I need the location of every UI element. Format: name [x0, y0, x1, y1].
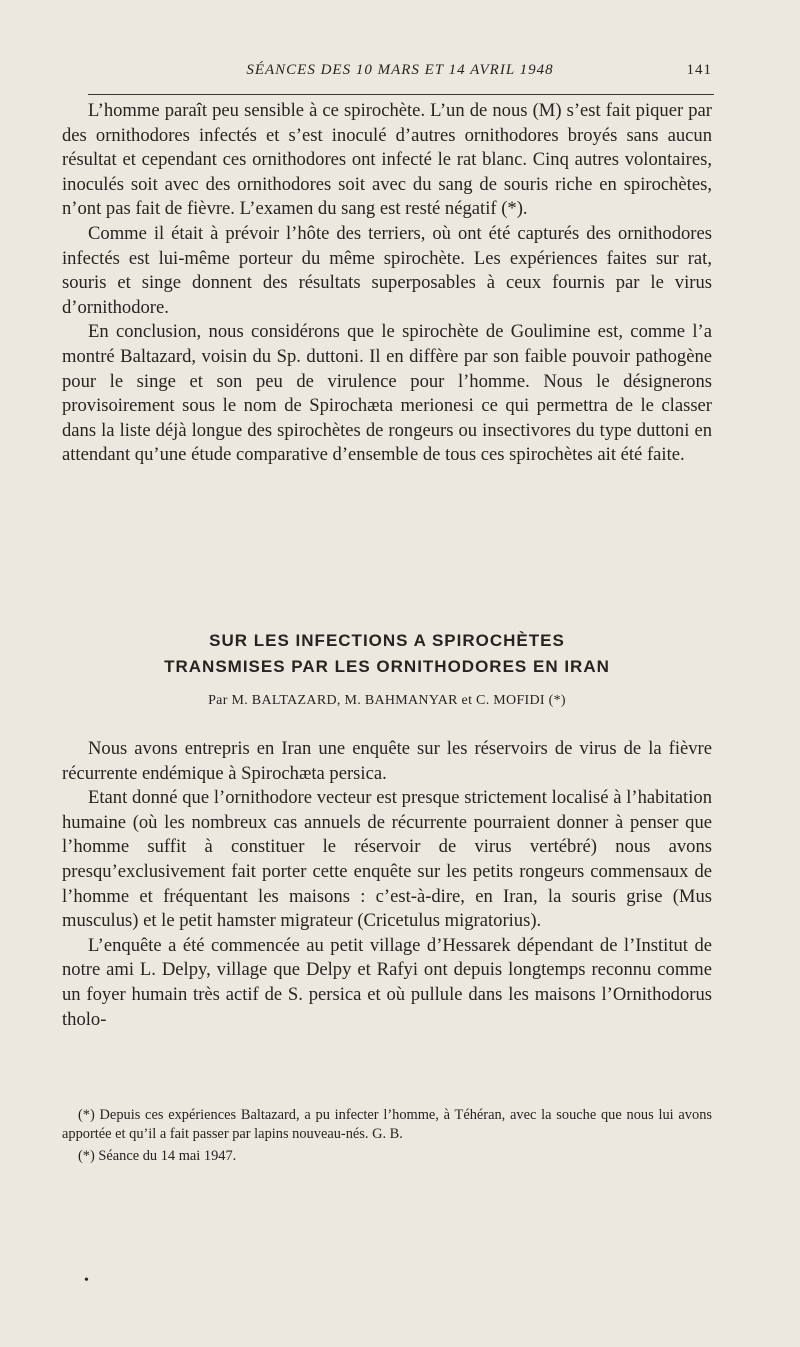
- page-number: 141: [686, 62, 712, 78]
- running-head-title: SÉANCES DES 10 MARS ET 14 AVRIL 1948: [246, 62, 554, 78]
- paragraph: Nous avons entrepris en Iran une enquête sur les réservoirs de virus de la fièvre récurrente endémique à Spirochæta persica.: [62, 738, 712, 784]
- article-body: [62, 737, 712, 1032]
- footnote: (*) Séance du 14 mai 1947.: [78, 1148, 237, 1164]
- footnote: (*) Depuis ces expériences Baltazard, a pu infecter l’homme, à Téhéran, avec la souche que nous lui avons apportée et qu’il a fait passer par lapins nouveau-nés. G. B.: [62, 1107, 712, 1142]
- article-continuation: [62, 99, 712, 468]
- stray-mark: •: [84, 1273, 89, 1288]
- paragraph: L’homme paraît peu sensible à ce spirochète. L’un de nous (M) s’est fait piquer par des ornithodores infectés et s’est inoculé d’autres ornithodores broyés sans aucun résultat et cependant ces ornithodores ont infecté le rat blanc. Cinq autres volontaires, inoculés soit avec des ornithodores soit avec du sang de souris riche en spirochètes, n’ont pas fait de fièvre. L’examen du sang est resté négatif (*).: [62, 100, 712, 220]
- paragraph: L’enquête a été commencée au petit village d’Hessarek dépendant de l’Institut de notre ami L. Delpy, village que Delpy et Rafyi ont depuis longtemps reconnu comme un foyer humain très actif de S. persica et où pullule dans les maisons l’Ornithodorus tholo-: [62, 934, 712, 1030]
- article-title-line-1: SUR LES INFECTIONS A SPIROCHÈTES: [209, 631, 565, 650]
- article-title-line-2: TRANSMISES PAR LES ORNITHODORES EN IRAN: [164, 657, 610, 676]
- paragraph: Etant donné que l’ornithodore vecteur est presque strictement localisé à l’habitation humaine (où les nombreux cas annuels de récurrente pourraient donner à penser que l’homme suffit à constituer le réservoir de virus vertébré) nous avons presqu’exclusivement fait porter cette enquête sur les petits rongeurs commensaux de l’homme et fréquentant les maisons : c’est-à-dire, en Iran, la souris grise (Mus musculus) et le petit hamster migrateur (Cricetulus migratorius).: [62, 787, 712, 932]
- author-byline: Par M. BALTAZARD, M. BAHMANYAR et C. MOFIDI (*): [208, 693, 566, 708]
- paragraph: Comme il était à prévoir l’hôte des terriers, où ont été capturés des ornithodores infectés est lui-même porteur du même spirochète. Les expériences faites sur rat, souris et singe donnent des résultats superposables à ceux fournis par le virus d’ornithodore.: [62, 222, 712, 318]
- footnotes: [62, 1106, 712, 1166]
- paragraph: En conclusion, nous considérons que le spirochète de Goulimine est, comme l’a montré Baltazard, voisin du Sp. duttoni. Il en diffère par son faible pouvoir pathogène pour le singe et son peu de virulence pour l’homme. Nous le désignerons provisoirement sous le nom de Spirochæta merionesi ce qui permettra de le classer dans la liste déjà longue des spirochètes de rongeurs ou insectivores du type duttoni en attendant qu’une étude comparative d’ensemble de tous ces spirochètes ait été faite.: [62, 321, 712, 466]
- running-head: [88, 62, 712, 88]
- header-rule: [88, 94, 714, 95]
